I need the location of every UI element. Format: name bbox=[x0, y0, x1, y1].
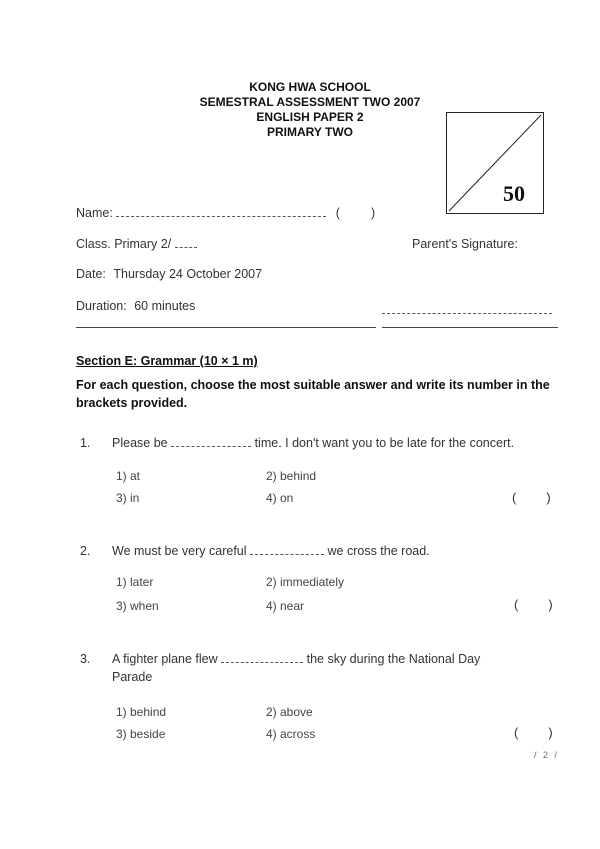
answer-bracket[interactable] bbox=[514, 725, 553, 740]
answer-blank[interactable] bbox=[221, 652, 303, 663]
option-1: 1) later bbox=[116, 575, 154, 589]
section-instructions: For each question, choose the most suitable answer and write its number in the brackets provided. bbox=[76, 378, 550, 410]
school-name: KONG HWA SCHOOL bbox=[249, 80, 371, 94]
option-2: 2) behind bbox=[266, 469, 317, 483]
question-text-after: the sky during the National Day bbox=[306, 652, 481, 666]
answer-bracket-close: ) bbox=[548, 725, 553, 740]
name-field bbox=[76, 206, 375, 220]
option-4: 4) on bbox=[266, 491, 294, 505]
question-text bbox=[112, 436, 514, 450]
option-2: 2) immediately bbox=[266, 575, 345, 589]
signature-blank[interactable] bbox=[382, 303, 552, 314]
option-3: 3) when bbox=[116, 599, 159, 613]
answer-blank[interactable] bbox=[250, 544, 324, 555]
answer-bracket[interactable] bbox=[512, 490, 551, 505]
question-text-after: time. I don't want you to be late for the concert. bbox=[254, 436, 515, 450]
name-blank[interactable] bbox=[116, 206, 326, 217]
name-label: Name: bbox=[76, 206, 113, 220]
divider-left bbox=[76, 327, 376, 328]
question-text-before: Please be bbox=[112, 436, 168, 450]
register-bracket-open: ( bbox=[335, 206, 340, 220]
score-box bbox=[446, 112, 544, 214]
question-number: 1. bbox=[80, 436, 91, 450]
page-number: / 2 / bbox=[534, 750, 560, 760]
option-4: 4) near bbox=[266, 599, 305, 613]
answer-bracket[interactable] bbox=[514, 597, 553, 612]
question-text-after: we cross the road. bbox=[327, 544, 430, 558]
date-field bbox=[76, 267, 262, 281]
option-3: 3) beside bbox=[116, 727, 166, 741]
question-number: 3. bbox=[80, 652, 91, 666]
class-field bbox=[76, 237, 197, 251]
answer-bracket-close: ) bbox=[546, 490, 551, 505]
duration-field bbox=[76, 299, 195, 313]
duration-label: Duration: bbox=[76, 299, 127, 313]
divider-right bbox=[382, 327, 558, 328]
register-bracket-close: ) bbox=[370, 206, 376, 220]
option-3: 3) in bbox=[116, 491, 140, 505]
question-text bbox=[112, 652, 480, 666]
answer-bracket-open: ( bbox=[514, 725, 519, 740]
class-label: Class. Primary 2/ bbox=[76, 237, 172, 251]
level-title: PRIMARY TWO bbox=[267, 125, 353, 139]
question-text-before: A fighter plane flew bbox=[112, 652, 218, 666]
class-blank[interactable] bbox=[175, 237, 197, 248]
assessment-title: SEMESTRAL ASSESSMENT TWO 2007 bbox=[199, 95, 421, 109]
question-text bbox=[112, 544, 430, 558]
question-number: 2. bbox=[80, 544, 91, 558]
answer-bracket-close: ) bbox=[548, 597, 553, 612]
option-4: 4) across bbox=[266, 727, 316, 741]
question-text-continued: Parade bbox=[112, 670, 153, 684]
section-title: Section E: Grammar (10 × 1 m) bbox=[76, 354, 258, 368]
answer-bracket-open: ( bbox=[514, 597, 519, 612]
total-marks: 50 bbox=[503, 181, 525, 206]
answer-bracket-open: ( bbox=[512, 490, 517, 505]
parent-signature-label: Parent's Signature: bbox=[412, 237, 518, 251]
option-2: 2) above bbox=[266, 705, 313, 719]
question-text-before: We must be very careful bbox=[112, 544, 247, 558]
date-value: Thursday 24 October 2007 bbox=[113, 267, 263, 281]
answer-blank[interactable] bbox=[171, 436, 251, 447]
date-label: Date: bbox=[76, 267, 106, 281]
paper-title: ENGLISH PAPER 2 bbox=[256, 110, 364, 124]
option-1: 1) at bbox=[116, 469, 141, 483]
diagonal-line-icon bbox=[447, 113, 543, 213]
option-1: 1) behind bbox=[116, 705, 167, 719]
duration-value: 60 minutes bbox=[134, 299, 196, 313]
